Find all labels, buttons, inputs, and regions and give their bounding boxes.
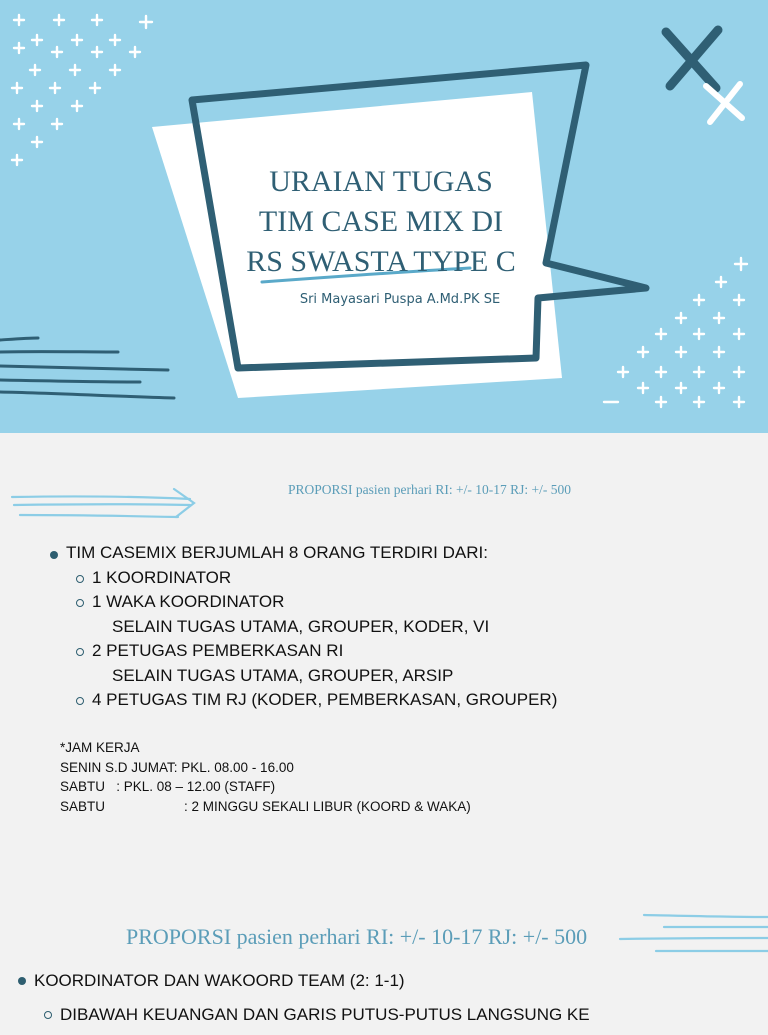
list-item-text: TIM CASEMIX BERJUMLAH 8 ORANG TERDIRI DARI:: [66, 543, 488, 562]
circle-bullet-icon: [44, 1011, 52, 1019]
list-item-text: 1 KOORDINATOR: [92, 567, 232, 587]
list-item-text: KOORDINATOR DAN WAKOORD TEAM (2: 1-1): [34, 971, 405, 990]
list-item-text: 4 PETUGAS TIM RJ (KODER, PEMBERKASAN, GROUPER): [92, 690, 558, 709]
working-hours-line: [60, 797, 471, 817]
cover-title-line: TIM CASE MIX DI: [258, 205, 504, 238]
arrow-lines: [12, 489, 194, 517]
lines-bottom-left: [0, 338, 174, 398]
circle-bullet-icon: [76, 575, 84, 583]
plus-pattern-top-left: [12, 15, 152, 165]
proportion-text-large: PROPORSI pasien perhari RI: +/- 10-17 RJ: +/- 500: [126, 924, 588, 949]
proportion-text-small: PROPORSI pasien perhari RI: +/- 10-17 RJ: +/- 500: [288, 482, 571, 497]
list-item-note-text: SELAIN TUGAS UTAMA, GROUPER, ARSIP: [112, 665, 454, 685]
list-item-text: 2 PETUGAS PEMBERKASAN RI: [92, 641, 344, 660]
bullet-icon: [50, 551, 58, 559]
working-hours-value: : 2 MINGGU SEKALI LIBUR (KOORD & WAKA): [184, 798, 471, 814]
cover-title-line: URAIAN TUGAS: [269, 165, 493, 198]
list-item-note-text: SELAIN TUGAS UTAMA, GROUPER, KODER, VI: [112, 616, 490, 636]
list-item-text: DIBAWAH KEUANGAN DAN GARIS PUTUS-PUTUS LANGSUNG KE: [60, 1005, 590, 1024]
working-hours: [60, 738, 471, 816]
working-hours-line: SENIN S.D JUMAT: PKL. 08.00 - 16.00: [60, 759, 294, 775]
list-item-text: 1 WAKA KOORDINATOR: [92, 592, 285, 611]
x-marks-top-right: [666, 30, 742, 122]
content-slide: [0, 433, 768, 1024]
working-hours-heading: *JAM KERJA: [60, 740, 140, 755]
swoosh-lines-right: [620, 915, 768, 951]
working-hours-line: SABTU : PKL. 08 – 12.00 (STAFF): [60, 779, 276, 794]
cover-slide: [0, 0, 768, 433]
cover-subtitle: Sri Mayasari Puspa A.Md.PK SE: [299, 292, 501, 307]
bullet-icon: [18, 977, 26, 985]
circle-bullet-icon: [76, 648, 84, 656]
cover-title-line: RS SWASTA TYPE C: [246, 245, 516, 278]
working-hours-label: SABTU: [60, 798, 106, 814]
circle-bullet-icon: [76, 697, 84, 705]
cover-title: [228, 162, 534, 282]
circle-bullet-icon: [76, 599, 84, 607]
